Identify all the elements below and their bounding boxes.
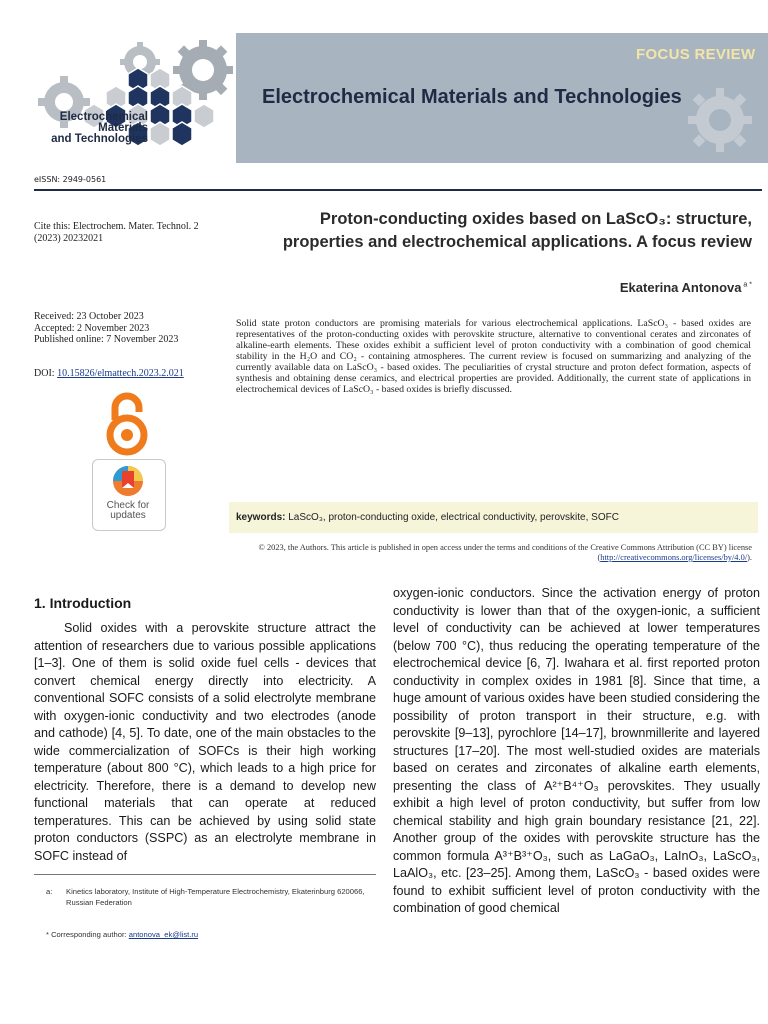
published-date: Published online: 7 November 2023 bbox=[34, 334, 179, 345]
author-line bbox=[520, 280, 752, 295]
body-paragraph: Solid oxides with a perovskite structure attract the attention of researchers due to various possible applications [1–3]. One of them is solid oxide fuel cells - devices that convert chemical energy directly into electricity. A conventional SOFC consists of a solid electrolyte membrane with oxygen-ionic conductivity and two electrodes (anode and cathode) [4, 5]. To date, one of the main obstacles to the wide commercialization of SOFCs is their high working temperature (about 800 °C), which leads to a high price for electricity. Therefore, there is a demand to develop new functional materials that can operate at reduced temperatures. This can be achieved by using solid state proton conductors (SSPC) as an electrolyte membrane in SOFC instead of bbox=[34, 621, 376, 863]
check-for-updates-line: updates bbox=[110, 510, 146, 521]
gear-icon bbox=[680, 80, 760, 160]
corresponding-label: * Corresponding author: bbox=[46, 930, 129, 939]
doi-label: DOI: bbox=[34, 368, 58, 379]
body-paragraph: oxygen-ionic conductors. Since the activation energy of proton conductivity is lower than that of the oxygen-ionic, a sufficient level of conductivity can be achieved at lower temperatures (below 700 °C), thus reducing the operating temperature of the electrochemical device [6, 7]. Iwahara et al. first reported proton conductivity in complex oxides in 1981 [8]. Since that time, a huge amount of various oxides have been studied considering the possibility of proton transport in their structure, e.g. with perovskite [9–13], pyrochlore [14–17], brownmillerite and layered structures [17–20]. The most well-studied oxides are materials based on cerates and zirconates of alkaline earth elements, presenting the class of A²⁺B⁴⁺O₃ perovskites. They usually exhibit a high level of proton conductivity, but suffer from low chemical stability and high grain boundary resistance [21, 22]. Another group of the oxides with perovskite structure has the common formula A³⁺B³⁺O₃, such as LaGaO₃, LaInO₃, LaScO₃, LaAlO₃, etc. [23–25]. Among them, LaScO₃ - based oxides were found to exhibit sufficient level of proton conductivity with the combination of good chemical bbox=[393, 586, 760, 915]
check-for-updates-line: Check for bbox=[106, 500, 150, 511]
header-divider bbox=[34, 189, 762, 191]
keywords bbox=[236, 512, 756, 523]
body-column-left bbox=[34, 620, 376, 865]
license-text: © 2023, the Authors. This article is published in open access under the terms and conditions of the Creative Commons Attribution (CC BY) license bbox=[258, 543, 752, 552]
logo-line: Electrochemical bbox=[59, 111, 148, 123]
license-end: ). bbox=[747, 553, 752, 562]
journal-logo-graphic bbox=[20, 22, 250, 172]
footnote-text: Kinetics laboratory, Institute of High-Temperature Electrochemistry, Ekaterinburg 620066, Russian Federation bbox=[66, 887, 365, 907]
footnote-divider bbox=[34, 874, 376, 875]
keywords-list: LaScO₃, proton-conducting oxide, electrical conductivity, perovskite, SOFC bbox=[285, 512, 619, 523]
footnote-label: a: bbox=[46, 887, 53, 896]
open-access-lock-icon bbox=[104, 390, 150, 456]
corresponding-author bbox=[46, 930, 366, 939]
keywords-label: keywords: bbox=[236, 512, 286, 523]
focus-review-label: FOCUS REVIEW bbox=[636, 46, 756, 63]
author-name: Ekaterina Antonova bbox=[619, 280, 742, 295]
abstract: Solid state proton conductors are promising materials for various electrochemical applications. LaScO₃ - based oxides are representatives of the proton-conducting oxides with perovskite structure, alternative to conventional cerates and zirconates of alkaline-earth elements. These oxides exhibit a sufficient level of proton conductivity with a combination of good chemical stability in the H₂O and CO₂ - containing atmospheres. The current review is focused on summarizing and analyzing of the currently available data on LaScO₃ - based oxides. The peculiarities of crystal structure and proton defect formation, aspects of synthesis and obtaining dense ceramics, and electrical properties are provided. Additionally, the current state of applications in electrochemical devices of LaScO₃ - based oxides is briefly discussed. bbox=[236, 318, 751, 395]
license-notice: © 2023, the Authors. This article is published in open access under the terms and conditions of the Creative Commons Attribution (CC BY) license (http://creativecommons.org/licenses/by/4.0/). bbox=[258, 543, 752, 562]
eissn: eISSN: 2949-0561 bbox=[34, 175, 107, 184]
article-title bbox=[232, 208, 752, 254]
check-for-updates-label bbox=[92, 501, 164, 521]
author-affiliation-mark: a * bbox=[741, 281, 752, 289]
corresponding-email-link[interactable]: antonova_ek@list.ru bbox=[128, 930, 199, 939]
bookmark-badge-icon bbox=[112, 463, 144, 499]
logo-line: and Technologies bbox=[51, 133, 148, 145]
article-title-line: properties and electrochemical applications. A focus review bbox=[282, 233, 752, 251]
accepted-date: Accepted: 2 November 2023 bbox=[34, 322, 150, 334]
citation: Cite this: Electrochem. Mater. Technol. 2 (2023) 20232021 bbox=[34, 221, 199, 244]
doi-link[interactable]: 10.15826/elmattech.2023.2.021 bbox=[57, 368, 184, 379]
article-title-line: Proton-conducting oxides based on LaScO₃: structure, bbox=[319, 210, 752, 228]
affiliation-footnote bbox=[46, 886, 366, 908]
journal-title: Electrochemical Materials and Technologies bbox=[262, 86, 682, 108]
article-dates bbox=[34, 311, 224, 346]
doi bbox=[34, 368, 234, 380]
body-column-right bbox=[393, 585, 760, 918]
received-date: Received: 23 October 2023 bbox=[34, 311, 144, 322]
license-link[interactable]: http://creativecommons.org/licenses/by/4.0/ bbox=[600, 553, 748, 562]
logo-wordmark bbox=[28, 112, 148, 145]
section-heading: 1. Introduction bbox=[34, 595, 132, 611]
logo-line: Materials bbox=[98, 122, 148, 134]
